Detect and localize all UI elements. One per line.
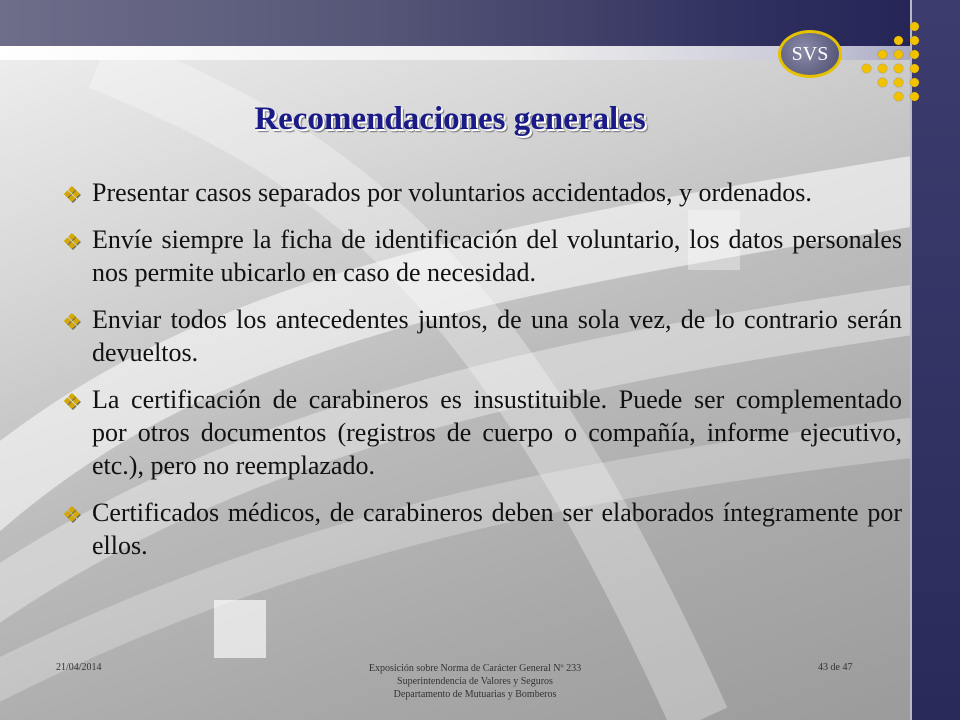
- gold-dot: [910, 92, 919, 101]
- list-item: [62, 223, 902, 289]
- decorative-square: [214, 600, 266, 658]
- bullet-text: Presentar casos separados por voluntarios accidentados, y ordenados.: [92, 178, 812, 207]
- slide-title: Recomendaciones generales: [254, 101, 646, 137]
- bullet-text: Envíe siempre la ficha de identificación del voluntario, los datos personales nos permite ubicarlo en caso de necesidad.: [92, 225, 902, 287]
- gold-dot: [894, 36, 903, 45]
- gold-dot: [878, 64, 887, 73]
- list-item: [62, 176, 902, 209]
- bullet-text: La certificación de carabineros es insustituible. Puede ser complementado por otros documentos (registros de cuerpo o compañía, informe ejecutivo, etc.), pero no reemplazado.: [92, 385, 902, 480]
- bullet-text: Certificados médicos, de carabineros deben ser elaborados íntegramente por ellos.: [92, 498, 902, 560]
- list-item: [62, 303, 902, 369]
- footer-info: [300, 662, 650, 701]
- footer-line: Superintendencia de Valores y Seguros: [397, 676, 553, 687]
- gold-dot: [910, 36, 919, 45]
- diamond-bullet-icon: ❖: [62, 229, 82, 254]
- logo-text: SVS: [791, 42, 829, 65]
- svs-logo: [778, 30, 842, 78]
- gold-dot: [894, 50, 903, 59]
- diamond-bullet-icon: ❖: [62, 182, 82, 207]
- gold-dot: [894, 92, 903, 101]
- footer-line: Exposición sobre Norma de Carácter General Nº 233: [368, 663, 582, 674]
- footer-line: Departamento de Mutuarias y Bomberos: [393, 689, 557, 700]
- gold-dot: [894, 64, 903, 73]
- gold-dot: [878, 78, 887, 87]
- diamond-bullet-icon: ❖: [62, 389, 82, 414]
- gold-dot: [878, 50, 887, 59]
- list-item: [62, 383, 902, 482]
- list-item: [62, 496, 902, 562]
- gold-dot: [894, 78, 903, 87]
- diamond-bullet-icon: ❖: [62, 502, 82, 527]
- diamond-bullet-icon: ❖: [62, 309, 82, 334]
- gold-dot: [910, 50, 919, 59]
- gold-dot: [862, 64, 871, 73]
- gold-dots-decoration: [862, 22, 932, 112]
- page-number: 43 de 47: [818, 662, 853, 673]
- gold-dot: [910, 64, 919, 73]
- bullet-text: Enviar todos los antecedentes juntos, de una sola vez, de lo contrario serán devueltos.: [92, 305, 902, 367]
- footer-date: 21/04/2014: [56, 662, 102, 673]
- gold-dot: [910, 78, 919, 87]
- bullet-list: [62, 176, 902, 576]
- gold-dot: [910, 22, 919, 31]
